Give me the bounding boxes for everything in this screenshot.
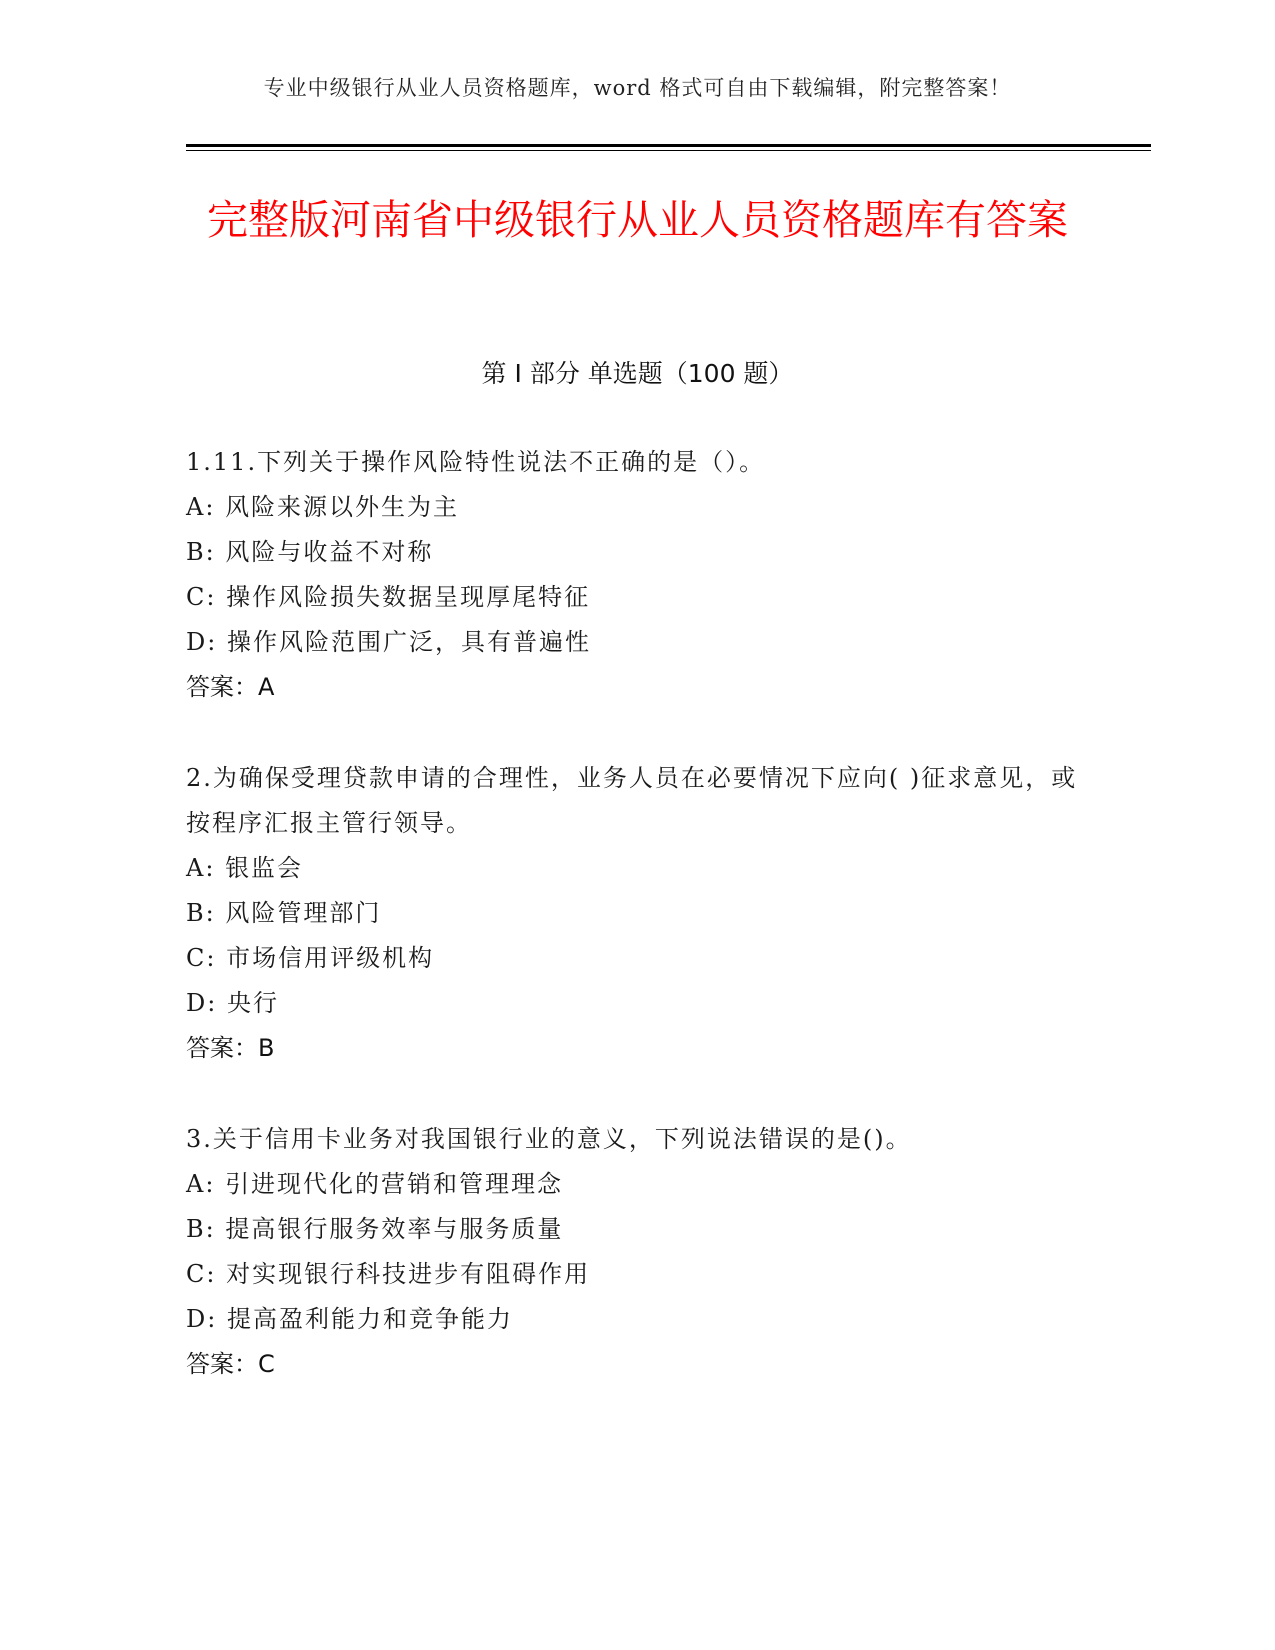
- option-text: 风险管理部门: [225, 899, 382, 927]
- option-label: B:: [186, 538, 216, 566]
- option-text: 操作风险范围广泛，具有普遍性: [226, 628, 591, 656]
- option-text: 引进现代化的营销和管理理念: [225, 1170, 564, 1198]
- option-a: [186, 485, 1086, 530]
- option-label: C:: [186, 583, 217, 611]
- option-label: B:: [186, 899, 216, 927]
- option-a: [186, 846, 1086, 891]
- option-c: [186, 1252, 1086, 1297]
- header-rule-thick: [186, 144, 1151, 147]
- option-c: [186, 936, 1086, 981]
- option-label: D:: [186, 989, 218, 1017]
- option-b: [186, 891, 1086, 936]
- option-label: D:: [186, 1305, 218, 1333]
- option-b: [186, 1207, 1086, 1252]
- section-heading: 第 I 部分 单选题（100 题）: [481, 359, 794, 388]
- question-3: [186, 1117, 1086, 1387]
- answer-line: 答案：C: [186, 1350, 275, 1378]
- option-text: 提高盈利能力和竞争能力: [226, 1305, 513, 1333]
- option-text: 风险来源以外生为主: [225, 493, 460, 521]
- option-text: 风险与收益不对称: [225, 538, 434, 566]
- question-stem: 1.11.下列关于操作风险特性说法不正确的是（）。: [186, 448, 766, 476]
- option-text: 操作风险损失数据呈现厚尾特征: [226, 583, 591, 611]
- question-1: [186, 440, 1086, 710]
- option-text: 对实现银行科技进步有阻碍作用: [226, 1260, 591, 1288]
- option-label: A:: [186, 854, 216, 882]
- option-text: 市场信用评级机构: [226, 944, 435, 972]
- option-label: D:: [186, 628, 218, 656]
- option-d: [186, 981, 1086, 1026]
- option-d: [186, 1297, 1086, 1342]
- answer-line: 答案：B: [186, 1034, 275, 1062]
- header-note: 专业中级银行从业人员资格题库，word 格式可自由下载编辑，附完整答案！: [263, 76, 1012, 100]
- answer-line: 答案：A: [186, 673, 275, 701]
- question-2: [186, 756, 1086, 1071]
- option-label: A:: [186, 1170, 216, 1198]
- option-d: [186, 620, 1086, 665]
- option-c: [186, 575, 1086, 620]
- question-stem: 2.为确保受理贷款申请的合理性，业务人员在必要情况下应向( )征求意见，或按程序汇报主管行领导。: [186, 764, 1078, 837]
- option-label: B:: [186, 1215, 216, 1243]
- option-a: [186, 1162, 1086, 1207]
- document-title: 完整版河南省中级银行从业人员资格题库有答案: [207, 196, 1068, 244]
- option-label: C:: [186, 944, 217, 972]
- option-text: 提高银行服务效率与服务质量: [225, 1215, 564, 1243]
- option-text: 银监会: [225, 854, 304, 882]
- option-text: 央行: [226, 989, 279, 1017]
- option-label: A:: [186, 493, 216, 521]
- header-rule-thin: [186, 150, 1151, 151]
- question-stem: 3.关于信用卡业务对我国银行业的意义，下列说法错误的是()。: [186, 1125, 912, 1153]
- option-b: [186, 530, 1086, 575]
- option-label: C:: [186, 1260, 217, 1288]
- question-list: [186, 440, 1086, 1433]
